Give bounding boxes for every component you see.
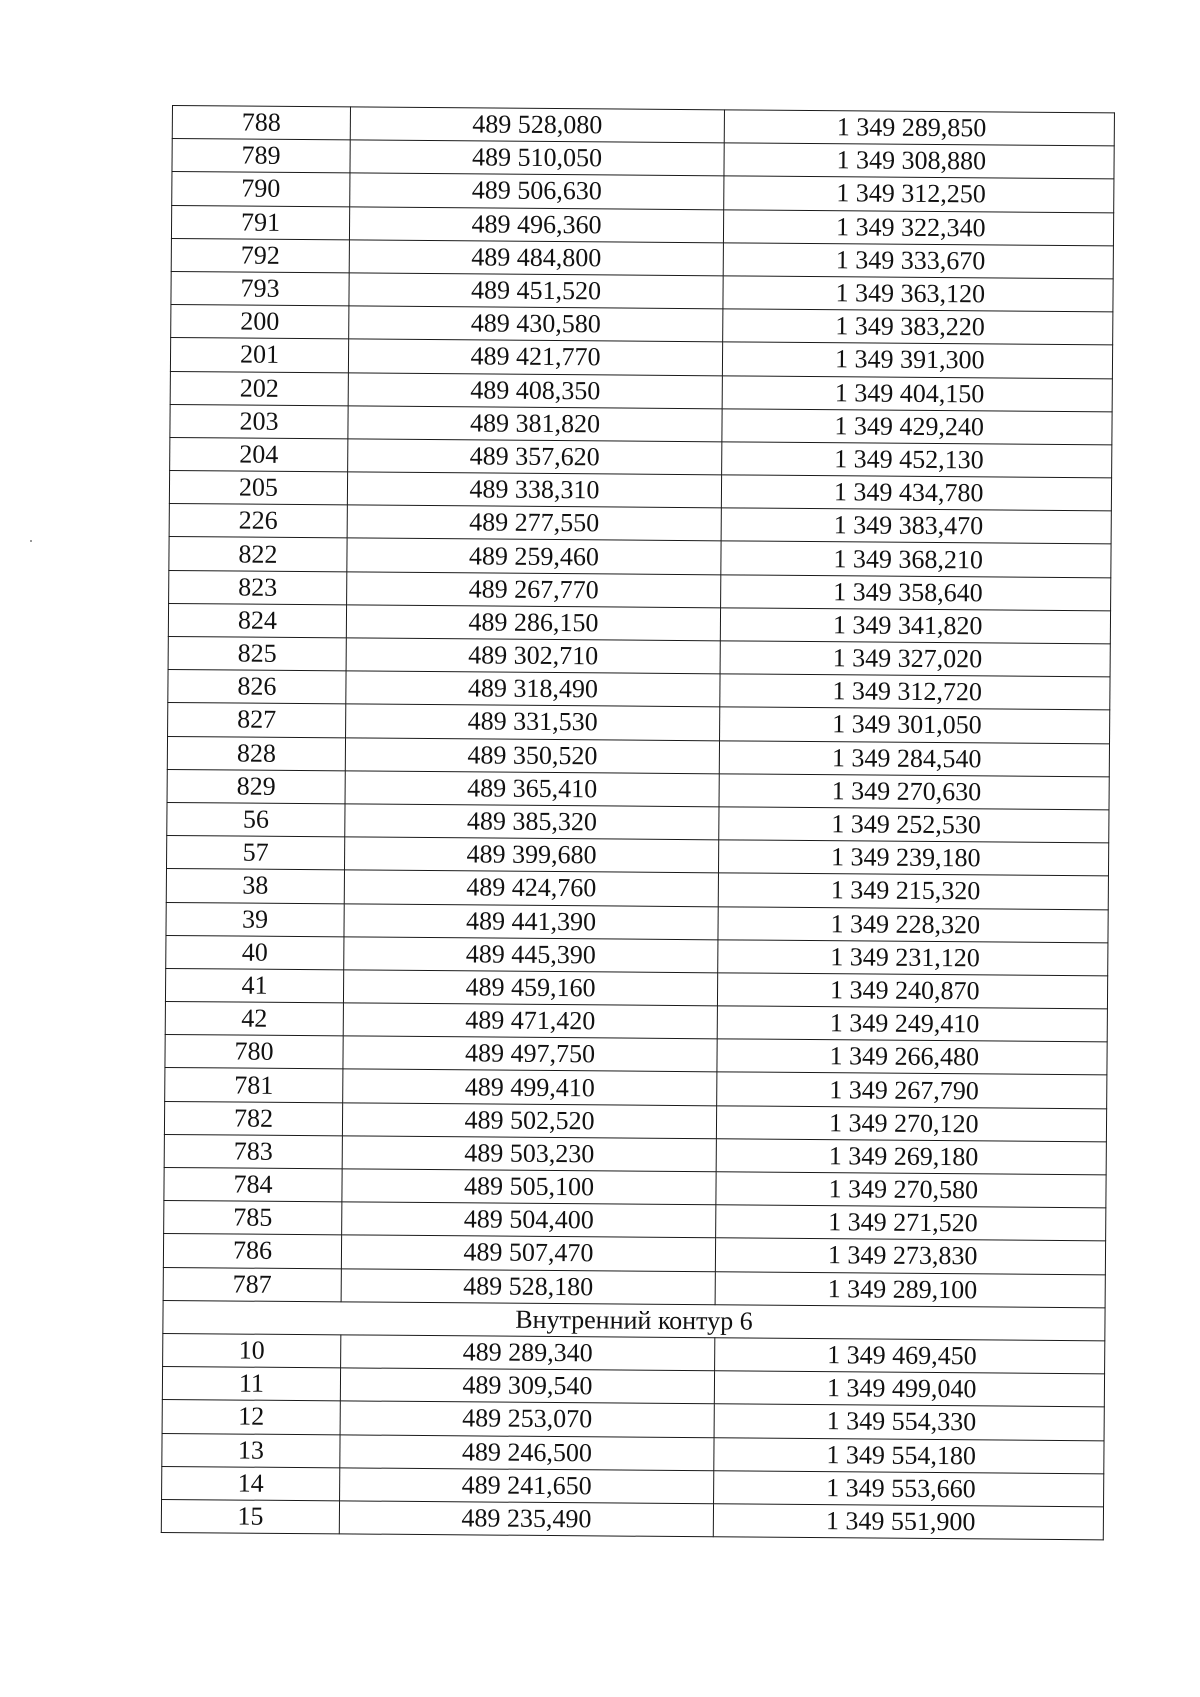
x-coordinate-cell — [347, 472, 721, 508]
point-number-cell-text: 786 — [232, 1235, 273, 1266]
y-coordinate-cell — [723, 276, 1113, 312]
y-coordinate-cell — [723, 309, 1113, 345]
x-coordinate-cell — [343, 1036, 717, 1072]
point-number-cell — [167, 736, 345, 771]
x-coordinate-cell — [342, 1169, 716, 1205]
x-coordinate-cell — [341, 1335, 715, 1371]
point-number-cell-text: 41 — [241, 970, 268, 1000]
y-coordinate-cell — [714, 1437, 1104, 1473]
point-number-cell — [169, 537, 347, 572]
x-coordinate-cell — [347, 505, 721, 541]
point-number-cell — [171, 271, 349, 306]
x-coordinate-cell-text: 489 424,760 — [466, 872, 597, 903]
x-coordinate-cell-text: 489 246,500 — [461, 1436, 593, 1467]
y-coordinate-cell-text: 1 349 270,630 — [831, 776, 982, 807]
y-coordinate-cell-text: 1 349 215,320 — [830, 875, 981, 906]
x-coordinate-cell-text: 489 504,400 — [463, 1204, 594, 1235]
x-coordinate-cell — [346, 704, 720, 740]
point-number-cell — [162, 1400, 340, 1435]
y-coordinate-cell — [717, 1006, 1107, 1042]
y-coordinate-cell-text: 1 349 553,660 — [826, 1472, 976, 1504]
y-coordinate-cell-text: 1 349 228,320 — [830, 908, 981, 939]
point-number-cell-text: 783 — [233, 1136, 273, 1166]
y-coordinate-cell — [717, 1039, 1107, 1075]
y-coordinate-cell — [714, 1404, 1104, 1440]
x-coordinate-cell-text: 489 302,710 — [468, 640, 599, 671]
x-coordinate-cell — [350, 140, 724, 176]
x-coordinate-cell-text: 489 430,580 — [470, 308, 601, 339]
point-number-cell-text: 792 — [240, 240, 280, 270]
x-coordinate-cell — [349, 240, 723, 276]
point-number-cell — [171, 238, 349, 273]
x-coordinate-cell-text: 489 253,070 — [462, 1403, 593, 1434]
x-coordinate-cell-text: 489 385,320 — [466, 806, 597, 837]
point-number-cell-text: 791 — [240, 207, 281, 237]
x-coordinate-cell-text: 489 338,310 — [469, 474, 600, 505]
point-number-cell — [163, 1267, 341, 1302]
x-coordinate-cell — [347, 572, 721, 608]
y-coordinate-cell — [716, 1105, 1106, 1141]
y-coordinate-cell-text: 1 349 289,850 — [836, 112, 987, 143]
y-coordinate-cell — [719, 774, 1109, 810]
y-coordinate-cell-text: 1 349 358,640 — [833, 576, 983, 608]
point-number-cell-text: 785 — [233, 1202, 273, 1233]
y-coordinate-cell — [715, 1338, 1105, 1374]
y-coordinate-cell-text: 1 349 341,820 — [832, 610, 983, 641]
x-coordinate-cell-text: 489 365,410 — [467, 773, 598, 804]
y-coordinate-cell — [721, 475, 1111, 511]
x-coordinate-cell-text: 489 506,630 — [471, 175, 602, 206]
point-number-cell-text: 789 — [241, 140, 281, 171]
y-coordinate-cell — [723, 209, 1113, 245]
y-coordinate-cell — [721, 541, 1111, 577]
x-coordinate-cell-text: 489 421,770 — [470, 341, 601, 372]
point-number-cell — [171, 305, 349, 340]
point-number-cell — [170, 338, 348, 373]
point-number-cell — [168, 603, 346, 638]
x-coordinate-cell — [344, 903, 718, 939]
x-coordinate-cell — [339, 1501, 713, 1537]
point-number-cell-text: 827 — [237, 705, 277, 735]
point-number-cell — [165, 1035, 343, 1070]
y-coordinate-cell-text: 1 349 383,220 — [835, 311, 985, 342]
y-coordinate-cell-text: 1 349 327,020 — [832, 643, 983, 674]
y-coordinate-cell-text: 1 349 312,720 — [832, 676, 983, 707]
point-number-cell-text: 822 — [238, 539, 278, 569]
x-coordinate-cell — [341, 1268, 715, 1304]
point-number-cell — [165, 968, 343, 1003]
x-coordinate-cell — [342, 1102, 716, 1138]
x-coordinate-cell-text: 489 471,420 — [465, 1005, 596, 1036]
point-number-cell — [171, 205, 349, 240]
point-number-cell-text: 828 — [236, 738, 277, 768]
point-number-cell-text: 788 — [241, 107, 281, 137]
point-number-cell-text: 782 — [233, 1103, 274, 1133]
coordinates-table-body — [161, 106, 1114, 1540]
y-coordinate-cell-text: 1 349 429,240 — [834, 410, 985, 442]
x-coordinate-cell-text: 489 267,770 — [468, 574, 599, 605]
y-coordinate-cell — [716, 1172, 1106, 1208]
point-number-cell-text: 15 — [237, 1501, 264, 1531]
y-coordinate-cell — [719, 740, 1109, 776]
point-number-cell — [163, 1234, 341, 1269]
x-coordinate-cell — [344, 837, 718, 873]
x-coordinate-cell — [342, 1202, 716, 1238]
y-coordinate-cell-text: 1 349 273,830 — [827, 1240, 978, 1271]
point-number-cell-text: 823 — [238, 572, 278, 602]
x-coordinate-cell — [344, 937, 718, 973]
x-coordinate-cell-text: 489 381,820 — [469, 408, 601, 439]
x-coordinate-cell-text: 489 445,390 — [465, 939, 596, 970]
x-coordinate-cell-text: 489 235,490 — [461, 1503, 592, 1534]
x-coordinate-cell — [349, 306, 723, 342]
y-coordinate-cell-text: 1 349 308,880 — [836, 145, 987, 176]
point-number-cell-text: 226 — [238, 505, 278, 536]
x-coordinate-cell — [349, 206, 723, 242]
point-number-cell-text: 203 — [239, 406, 279, 436]
point-number-cell — [170, 437, 348, 472]
point-number-cell — [166, 869, 344, 904]
point-number-cell — [172, 106, 350, 141]
point-number-cell — [162, 1433, 340, 1468]
point-number-cell-text: 202 — [239, 373, 279, 403]
point-number-cell-text: 57 — [242, 837, 269, 868]
y-coordinate-cell-text: 1 349 312,250 — [836, 178, 986, 209]
x-coordinate-cell — [340, 1401, 714, 1437]
point-number-cell — [164, 1201, 342, 1236]
y-coordinate-cell-text: 1 349 239,180 — [831, 842, 981, 873]
point-number-cell — [166, 935, 344, 970]
point-number-cell-text: 11 — [238, 1368, 265, 1398]
y-coordinate-cell — [718, 840, 1108, 876]
y-coordinate-cell-text: 1 349 404,150 — [834, 377, 985, 408]
point-number-cell — [164, 1101, 342, 1136]
point-number-cell-text: 39 — [241, 904, 269, 934]
point-number-cell-text: 201 — [239, 339, 280, 370]
point-number-cell — [168, 670, 346, 705]
point-number-cell — [169, 570, 347, 605]
y-coordinate-cell — [721, 508, 1111, 544]
y-coordinate-cell — [717, 973, 1107, 1009]
y-coordinate-cell — [719, 807, 1109, 843]
y-coordinate-cell — [713, 1504, 1103, 1540]
point-number-cell-text: 826 — [237, 671, 277, 702]
x-coordinate-cell-text: 489 309,540 — [462, 1370, 593, 1401]
x-coordinate-cell-text: 489 441,390 — [465, 905, 597, 936]
y-coordinate-cell-text: 1 349 452,130 — [834, 444, 984, 475]
point-number-cell — [166, 902, 344, 937]
point-number-cell-text: 790 — [241, 174, 281, 204]
y-coordinate-cell — [716, 1139, 1106, 1175]
y-coordinate-cell-text: 1 349 267,790 — [829, 1074, 979, 1105]
x-coordinate-cell-text: 489 505,100 — [463, 1171, 595, 1202]
point-number-cell — [170, 371, 348, 406]
x-coordinate-cell-text: 489 277,550 — [469, 507, 600, 538]
x-coordinate-cell — [350, 107, 724, 143]
x-coordinate-cell-text: 489 502,520 — [464, 1105, 595, 1136]
y-coordinate-cell-text: 1 349 289,100 — [827, 1273, 978, 1305]
y-coordinate-cell-text: 1 349 499,040 — [826, 1373, 977, 1404]
point-number-cell — [167, 802, 345, 837]
x-coordinate-cell-text: 489 499,410 — [464, 1071, 595, 1102]
y-coordinate-cell — [722, 442, 1112, 478]
y-coordinate-cell — [720, 608, 1110, 644]
y-coordinate-cell — [718, 940, 1108, 976]
y-coordinate-cell-text: 1 349 368,210 — [833, 543, 984, 574]
y-coordinate-cell-text: 1 349 469,450 — [827, 1340, 977, 1371]
point-number-cell — [164, 1167, 342, 1202]
y-coordinate-cell-text: 1 349 434,780 — [833, 477, 984, 508]
x-coordinate-cell — [341, 1235, 715, 1271]
y-coordinate-cell — [723, 243, 1113, 279]
x-coordinate-cell — [340, 1434, 714, 1470]
y-coordinate-cell — [722, 342, 1112, 378]
point-number-cell — [170, 404, 348, 439]
x-coordinate-cell-text: 489 451,520 — [470, 275, 602, 306]
y-coordinate-cell-text: 1 349 383,470 — [833, 510, 984, 541]
point-number-cell-text: 829 — [236, 771, 276, 801]
point-number-cell-text: 784 — [233, 1169, 273, 1199]
y-coordinate-cell-text: 1 349 391,300 — [834, 344, 985, 375]
point-number-cell — [161, 1499, 339, 1534]
x-coordinate-cell — [348, 372, 722, 408]
point-number-cell-text: 38 — [242, 870, 269, 901]
y-coordinate-cell-text: 1 349 554,180 — [826, 1439, 977, 1470]
x-coordinate-cell-text: 489 528,180 — [463, 1270, 594, 1302]
point-number-cell — [165, 1068, 343, 1103]
y-coordinate-cell-text: 1 349 554,330 — [826, 1406, 977, 1437]
y-coordinate-cell — [724, 176, 1114, 212]
point-number-cell-text: 42 — [241, 1003, 268, 1033]
x-coordinate-cell-text: 489 331,530 — [467, 706, 598, 737]
x-coordinate-cell — [350, 173, 724, 209]
y-coordinate-cell — [714, 1371, 1104, 1407]
y-coordinate-cell — [720, 641, 1110, 677]
y-coordinate-cell-text: 1 349 231,120 — [830, 941, 980, 973]
x-coordinate-cell — [346, 638, 720, 674]
y-coordinate-cell-text: 1 349 551,900 — [825, 1506, 976, 1537]
y-coordinate-cell — [720, 674, 1110, 710]
y-coordinate-cell — [718, 873, 1108, 909]
point-number-cell — [168, 703, 346, 738]
y-coordinate-cell — [717, 1072, 1107, 1108]
y-coordinate-cell-text: 1 349 363,120 — [835, 278, 986, 309]
point-number-cell — [169, 504, 347, 539]
x-coordinate-cell-text: 489 459,160 — [465, 972, 596, 1003]
x-coordinate-cell-text: 489 497,750 — [464, 1038, 596, 1069]
y-coordinate-cell — [715, 1271, 1105, 1307]
x-coordinate-cell — [343, 1003, 717, 1039]
point-number-cell — [167, 836, 345, 871]
point-number-cell-text: 200 — [240, 306, 280, 337]
y-coordinate-cell-text: 1 349 271,520 — [828, 1207, 978, 1238]
coordinates-table — [161, 105, 1115, 1540]
x-coordinate-cell — [346, 671, 720, 707]
y-coordinate-cell — [722, 375, 1112, 411]
x-coordinate-cell — [342, 1136, 716, 1172]
x-coordinate-cell-text: 489 350,520 — [467, 739, 598, 771]
x-coordinate-cell-text: 489 408,350 — [470, 374, 601, 405]
x-coordinate-cell — [348, 439, 722, 475]
x-coordinate-cell-text: 489 496,360 — [471, 209, 602, 240]
x-coordinate-cell-text: 489 399,680 — [466, 839, 597, 870]
point-number-cell — [164, 1134, 342, 1169]
x-coordinate-cell — [348, 339, 722, 375]
y-coordinate-cell — [722, 409, 1112, 445]
point-number-cell — [165, 1002, 343, 1037]
point-number-cell-text: 787 — [232, 1269, 272, 1299]
point-number-cell — [162, 1367, 340, 1402]
y-coordinate-cell — [714, 1470, 1104, 1506]
point-number-cell-text: 780 — [234, 1036, 274, 1067]
x-coordinate-cell-text: 489 318,490 — [467, 673, 599, 704]
point-number-cell — [172, 172, 350, 207]
x-coordinate-cell-text: 489 286,150 — [468, 607, 599, 638]
point-number-cell-text: 40 — [241, 937, 268, 967]
y-coordinate-cell-text: 1 349 252,530 — [831, 809, 981, 840]
x-coordinate-cell-text: 489 484,800 — [471, 242, 602, 273]
point-number-cell-text: 205 — [238, 472, 279, 503]
x-coordinate-cell — [345, 737, 719, 773]
point-number-cell-text: 14 — [237, 1468, 264, 1498]
scan-speck — [30, 540, 32, 542]
x-coordinate-cell — [347, 538, 721, 574]
y-coordinate-cell — [715, 1238, 1105, 1274]
point-number-cell — [162, 1466, 340, 1501]
x-coordinate-cell-text: 489 507,470 — [463, 1237, 594, 1268]
y-coordinate-cell-text: 1 349 284,540 — [831, 742, 982, 774]
y-coordinate-cell-text: 1 349 270,120 — [828, 1107, 979, 1139]
x-coordinate-cell — [346, 605, 720, 641]
x-coordinate-cell-text: 489 528,080 — [472, 109, 603, 140]
point-number-cell-text: 12 — [238, 1401, 265, 1432]
x-coordinate-cell-text: 489 357,620 — [469, 441, 600, 472]
y-coordinate-cell — [718, 906, 1108, 942]
y-coordinate-cell-text: 1 349 322,340 — [835, 211, 986, 243]
x-coordinate-cell — [345, 804, 719, 840]
y-coordinate-cell-text: 1 349 240,870 — [829, 975, 980, 1006]
x-coordinate-cell — [349, 273, 723, 309]
point-number-cell — [172, 139, 350, 174]
x-coordinate-cell-text: 489 503,230 — [464, 1138, 595, 1169]
x-coordinate-cell — [343, 970, 717, 1006]
x-coordinate-cell-text: 489 510,050 — [471, 142, 603, 173]
point-number-cell — [168, 636, 346, 671]
x-coordinate-cell — [340, 1468, 714, 1504]
x-coordinate-cell — [344, 870, 718, 906]
point-number-cell-text: 825 — [237, 638, 277, 668]
y-coordinate-cell — [724, 110, 1114, 146]
y-coordinate-cell-text: 1 349 266,480 — [829, 1041, 980, 1072]
point-number-cell-text: 204 — [239, 439, 279, 469]
point-number-cell — [169, 471, 347, 506]
point-number-cell-text: 824 — [237, 605, 278, 635]
point-number-cell-text: 793 — [240, 273, 280, 303]
y-coordinate-cell — [720, 707, 1110, 743]
x-coordinate-cell — [340, 1368, 714, 1404]
y-coordinate-cell-text: 1 349 333,670 — [835, 245, 986, 276]
y-coordinate-cell-text: 1 349 249,410 — [829, 1008, 980, 1039]
y-coordinate-cell — [716, 1205, 1106, 1241]
y-coordinate-cell-text: 1 349 270,580 — [828, 1174, 979, 1205]
point-number-cell — [167, 769, 345, 804]
x-coordinate-cell-text: 489 289,340 — [462, 1337, 593, 1368]
point-number-cell-text: 56 — [242, 804, 270, 834]
y-coordinate-cell-text: 1 349 269,180 — [828, 1141, 979, 1172]
y-coordinate-cell — [721, 574, 1111, 610]
x-coordinate-cell — [348, 406, 722, 442]
point-number-cell-text: 781 — [234, 1070, 274, 1100]
point-number-cell — [163, 1333, 341, 1368]
y-coordinate-cell — [724, 143, 1114, 179]
section-heading: Внутренний контур 6 — [163, 1300, 1105, 1341]
x-coordinate-cell — [345, 771, 719, 807]
point-number-cell-text: 13 — [237, 1435, 265, 1465]
x-coordinate-cell — [343, 1069, 717, 1105]
x-coordinate-cell-text: 489 259,460 — [468, 540, 600, 571]
x-coordinate-cell-text: 489 241,650 — [461, 1470, 592, 1501]
y-coordinate-cell-text: 1 349 301,050 — [832, 709, 982, 740]
point-number-cell-text: 10 — [238, 1335, 265, 1365]
table-row — [161, 1499, 1103, 1540]
